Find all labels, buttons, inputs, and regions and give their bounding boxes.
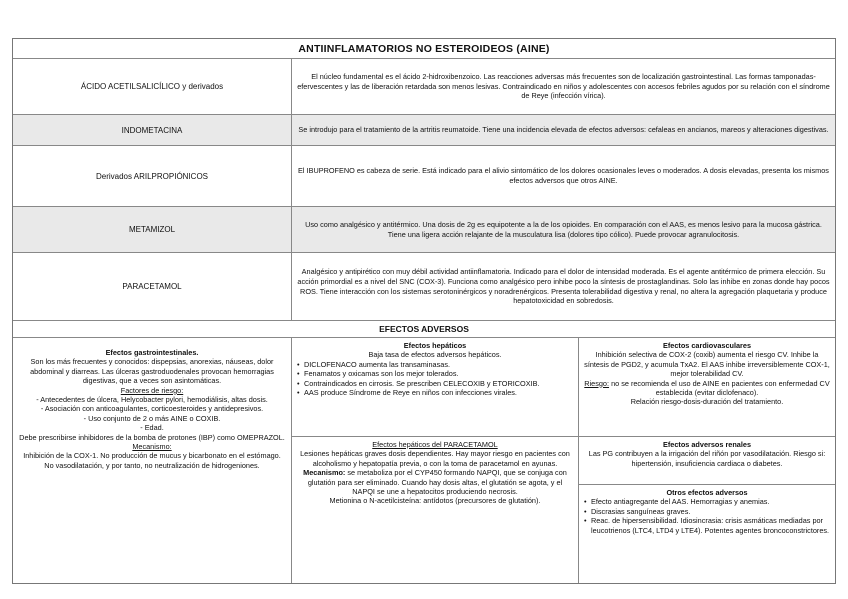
- risk-label: Riesgo:: [584, 378, 610, 388]
- hepatic-list: [297, 360, 573, 398]
- adverse-effects-grid: [13, 337, 835, 583]
- cardio-text: Inhibición selectiva de COX-2 (coxib) aumenta el riesgo CV. Inhibe la síntesis de PGD2, y acumula TxA2. El AAS inhibe irreversiblemente COX-1, mejor tolerabilidad CV.: [584, 350, 830, 379]
- paracetamol-hepatic-heading: Efectos hepáticos del PARACETAMOL: [372, 440, 498, 449]
- gastro-prevention: Debe prescribirse inhibidores de la bomba de protones (IBP) como OMEPRAZOL.: [19, 432, 285, 442]
- hepatic-intro: Baja tasa de efectos adversos hepáticos.: [368, 350, 502, 360]
- row-indometacina: [13, 114, 835, 145]
- list-item: • Fenamatos y oxicamas son los mejor tolerados.: [297, 369, 573, 378]
- list-item: • Contraindicados en cirrosis. Se prescriben CELECOXIB y ETORICOXIB.: [297, 379, 573, 388]
- adverse-effects-title: EFECTOS ADVERSOS: [13, 320, 835, 337]
- renal-effects: [579, 436, 835, 484]
- row-paracetamol: [13, 252, 835, 320]
- other-list: [584, 497, 830, 535]
- row-description: Uso como analgésico y antitérmico. Una dosis de 2g es equipotente a la de los opioides. En comparación con el AAS, es menos lesivo para la mucosa gástrica. Tiene una ligera acción relajante de la musculatura lisa (dolores tipo cólico). Puede provocar agranulocitosis.: [305, 219, 822, 239]
- risk-factor: - Antecedentes de úlcera, Helycobacter pylori, hemodiálisis, altas dosis.: [36, 395, 268, 405]
- renal-heading: Efectos adversos renales: [662, 440, 751, 449]
- paracetamol-hepatic-effects: [292, 436, 578, 583]
- cardio-relation: Relación riesgo-dosis-duración del tratamiento.: [630, 397, 784, 407]
- row-description: El núcleo fundamental es el ácido 2-hidroxibenzoico. Las reacciones adversas más frecuentes son de localización gastrointestinal. Las formas tamponadas-efervescentes y las de liberación retardada son menos lesivas. Contraindicado en niños y adolescentes con accesos febriles agudos por su relación con el síndrome de Reye (infección vírica).: [297, 72, 830, 101]
- list-item: • DICLOFENACO aumenta las transaminasas.: [297, 360, 573, 369]
- gastro-mechanism: Inhibición de la COX-1. No producción de mucus y bicarbonato en el estómago. No vasodilatación, y por tanto, no neutralización de hidrogeniones.: [23, 451, 281, 470]
- risk-factor: - Uso conjunto de 2 o más AINE o COXIB.: [83, 413, 221, 423]
- mechanism-label: Mecanismo:: [132, 442, 172, 452]
- risk-factor: - Asociación con anticoagulantes, corticoesteroides y antidepresivos.: [40, 404, 264, 414]
- risk-factors-label: Factores de riesgo:: [120, 385, 184, 395]
- row-metamizol: [13, 206, 835, 252]
- row-label: ÁCIDO ACETILSALICÍLICO y derivados: [13, 59, 292, 114]
- cardiovascular-effects: [579, 338, 835, 436]
- paracetamol-antidote: Metionina o N-acetilcisteína: antídotos (precursores de glutatión).: [329, 496, 541, 506]
- row-label: PARACETAMOL: [13, 253, 292, 320]
- row-description: Se introdujo para el tratamiento de la artritis reumatoide. Tiene una incidencia elevada de efectos adversos: cefaleas en ancianos, mareos y alteraciones digestivas.: [298, 125, 829, 135]
- right-column: [579, 338, 835, 583]
- cardio-heading: Efectos cardiovasculares: [662, 341, 751, 350]
- table-title: ANTIINFLAMATORIOS NO ESTEROIDEOS (AINE): [298, 43, 550, 55]
- hepatic-column: [292, 338, 579, 583]
- list-item: • Discrasias sanguíneas graves.: [584, 507, 830, 516]
- row-arilpropionicos: [13, 145, 835, 206]
- gastro-effects: [13, 338, 292, 583]
- row-label: METAMIZOL: [13, 207, 292, 252]
- paracetamol-hepatic-text: Lesiones hepáticas graves dosis dependientes. Hay mayor riesgo en pacientes con alcoholismo y hepatopatía previa, o con la toma de paracetamol en ayunas.: [300, 449, 570, 468]
- risk-factor: - Edad.: [140, 423, 164, 433]
- gastro-intro: Son los más frecuentes y conocidos: dispepsias, anorexias, náuseas, dolor abdominal y diarreas. Las úlceras gastroduodenales provocan hemorragias digestivas, que a veces son asintomáticas.: [30, 357, 274, 386]
- list-item: • AAS produce Síndrome de Reye en niños con infecciones virales.: [297, 388, 573, 397]
- row-description: El IBUPROFENO es cabeza de serie. Está indicado para el alivio sintomático de los dolores ocasionales leves o moderados. A dosis elevadas, presenta los mismos efectos adversos que otros AINE.: [298, 166, 829, 185]
- other-heading: Otros efectos adversos: [666, 488, 748, 497]
- row-description: Analgésico y antipirético con muy débil actividad antiinflamatoria. Indicado para el dolor de intensidad moderada. Es el agente antitérmico de primera elección. Su acción primordial es a nivel del SNC (COX-3). Funciona como analgésico pero inhibe poco la síntesis de prostaglandinas. Solo las inhibe en zonas donde hay pocos ROS. Tiene interacción con los sistemas serotoninérgicos y noradrenérgicos. Presenta tolerabilidad digestiva y renal, no altera la agregación plaquetaria y produce hepatotoxicidad en sobredosis.: [297, 267, 830, 306]
- list-item: • Efecto antiagregante del AAS. Hemorragias y anemias.: [584, 497, 830, 506]
- cardio-risk: no se recomienda el uso de AINE en pacientes con enfermedad CV establecida (evitar diclofenaco).: [611, 378, 830, 398]
- gastro-heading: Efectos gastrointestinales.: [105, 348, 199, 357]
- hepatic-effects: [292, 338, 578, 436]
- paracetamol-mechanism: se metaboliza por el CYP450 formando NAPQI, que se conjuga con glutatión para ser eliminado. Cuando hay dosis altas, el glutatión se agota, y el NAPQI se une a hepatocitos produciendo necrosis.: [307, 468, 567, 497]
- row-label: INDOMETACINA: [13, 115, 292, 145]
- aine-table: [12, 38, 836, 584]
- mechanism-label: Mecanismo:: [303, 468, 346, 478]
- hepatic-heading: Efectos hepáticos: [403, 341, 467, 350]
- other-effects: [579, 484, 835, 583]
- list-item: • Reac. de hipersensibilidad. Idiosincrasia: crisis asmáticas mediadas por leucotrienos (LTC4, LTD4 y LTE4). Potentes agentes broncoconstrictores.: [584, 516, 830, 535]
- row-label: Derivados ARILPROPIÓNICOS: [13, 146, 292, 206]
- renal-text: Las PG contribuyen a la irrigación del riñón por vasodilatación. Riesgo si: hipertensión, insuficiencia cardiaca o diabetes.: [588, 449, 826, 468]
- row-aas: [13, 58, 835, 114]
